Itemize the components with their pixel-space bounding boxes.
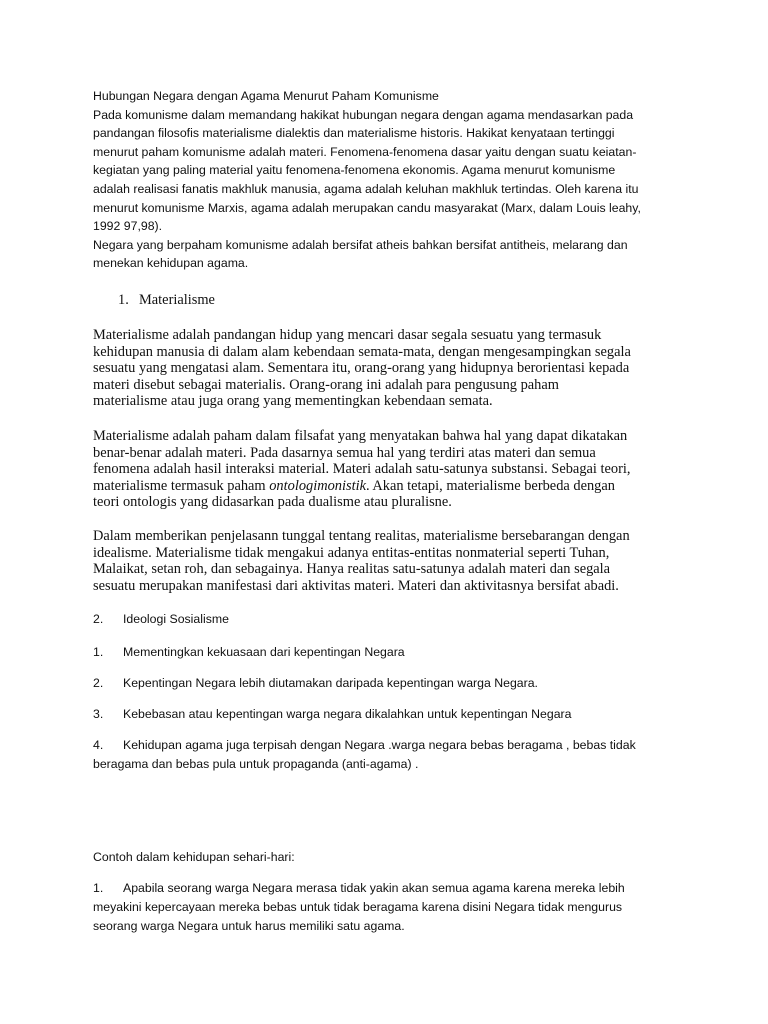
example-item-number: 1. (93, 881, 104, 895)
italic-term: ontologimonistik (269, 477, 366, 494)
example-item-continuation: seorang warga Negara untuk harus memiliki satu agama. (93, 919, 405, 933)
paragraph-line: sesuatu merupakan manifestasi dari aktivitas materi. Materi dan aktivitasnya bersifat abadi. (93, 577, 619, 594)
paragraph-2 (93, 428, 678, 511)
intro-line: kegiatan yang paling material yaitu fenomena-fenomena ekonomis. Agama menurut komunisme (93, 163, 616, 178)
section1-title: Materialisme (139, 292, 215, 308)
example-item-continuation: meyakini kepercayaan mereka bebas untuk tidak beragama karena disini Negara tidak mengurus (93, 900, 623, 914)
paragraph-line: sesuatu yang mengatasi alam. Sementara itu, orang-orang yang hidupnya berorientasi kepada (93, 360, 630, 377)
example-item-text: Apabila seorang warga Negara merasa tidak yakin akan semua agama karena mereka lebih (123, 881, 625, 895)
list-item-number: 1. (93, 645, 104, 659)
paragraph-line: materi disebut sebagai materialis. Orang-orang ini adalah para pengusung paham (93, 376, 559, 393)
intro-line: menurut paham komunisme adalah materi. Fenomena-fenomena dasar yaitu dengan suatu keiatan- (93, 144, 637, 159)
list-item-continuation: beragama dan bebas pula untuk propaganda (anti-agama) . (93, 757, 419, 771)
list-item-text: Mementingkan kekuasaan dari kepentingan Negara (123, 645, 405, 659)
list-item-number: 4. (93, 738, 104, 752)
section2-title: Ideologi Sosialisme (123, 612, 229, 626)
list-item-number: 2. (93, 676, 104, 690)
intro-line: Pada komunisme dalam memandang hakikat hubungan negara dengan agama mendasarkan pada (93, 107, 634, 122)
intro-section (93, 87, 678, 273)
list-item-text: Kebebasan atau kepentingan warga negara dikalahkan untuk kepentingan Negara (123, 707, 572, 721)
document-title: Hubungan Negara dengan Agama Menurut Paham Komunisme (93, 89, 439, 103)
paragraph-3 (93, 528, 678, 594)
intro-line: 1992 97,98). (93, 219, 163, 234)
paragraph-line (93, 478, 678, 495)
intro-line: menurut komunisme Marxis, agama adalah merupakan candu masyarakat (Marx, dalam Louis leahy, (93, 200, 641, 215)
line-text: . Akan tetapi, materialisme berbeda dengan (365, 477, 615, 494)
paragraph-line: Materialisme adalah paham dalam filsafat yang menyatakan bahwa hal yang dapat dikatakan (93, 428, 628, 444)
paragraph-line: idealisme. Materialisme tidak mengakui adanya entitas-entitas nonmaterial seperti Tuhan, (93, 544, 610, 561)
paragraph-1 (93, 327, 678, 410)
paragraph-line: Dalam memberikan penjelasann tunggal tentang realitas, materialisme bersebarangan dengan (93, 528, 630, 544)
section2-number: 2. (93, 612, 104, 626)
intro-line: pandangan filosofis materialisme dialektis dan materialisme historis. Hakikat kenyataan tertinggi (93, 126, 615, 141)
intro-line: menekan kehidupan agama. (93, 256, 249, 271)
paragraph-line: kehidupan manusia di dalam alam kebendaan semata-mata, dengan mengesampingkan segala (93, 343, 631, 360)
intro-line: Negara yang berpaham komunisme adalah bersifat atheis bahkan bersifat antitheis, melarang dan (93, 237, 628, 252)
paragraph-line: benar-benar adalah materi. Pada dasarnya semua hal yang terdiri atas materi dan semua (93, 444, 596, 461)
intro-line: adalah realisasi fanatis makhluk manusia, agama adalah keluhan makhluk tertindas. Oleh karena itu (93, 181, 639, 196)
list-item-text: Kepentingan Negara lebih diutamakan daripada kepentingan warga Negara. (123, 676, 538, 690)
section1-heading (118, 292, 215, 309)
list-item-text: Kehidupan agama juga terpisah dengan Negara .warga negara bebas beragama , bebas tidak (123, 738, 636, 752)
section1-number: 1. (118, 292, 129, 308)
paragraph-line: fenomena adalah hasil interaksi material. Materi adalah satu-satunya substansi. Sebagai teori, (93, 461, 631, 478)
examples-title: Contoh dalam kehidupan sehari-hari: (93, 850, 295, 864)
paragraph-line: materialisme atau juga orang yang mementingkan kebendaan semata. (93, 393, 493, 410)
paragraph-line: Malaikat, setan roh, dan sebagainya. Hanya realitas satu-satunya adalah materi dan segala (93, 561, 611, 578)
line-text: materialisme termasuk paham (93, 477, 270, 494)
paragraph-line: Materialisme adalah pandangan hidup yang mencari dasar segala sesuatu yang termasuk (93, 327, 602, 343)
paragraph-line: teori ontologis yang didasarkan pada dualisme atau pluralisne. (93, 494, 452, 511)
list-item-number: 3. (93, 707, 104, 721)
